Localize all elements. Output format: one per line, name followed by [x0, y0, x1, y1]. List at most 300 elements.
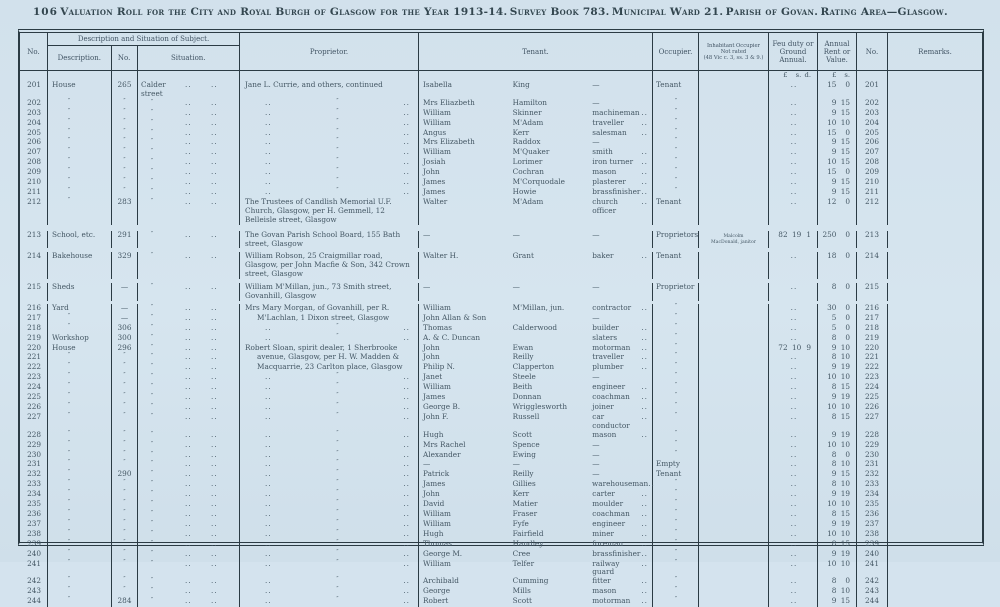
- cell-inhabitant-occupier: [699, 520, 769, 530]
- cell-description: ″: [48, 393, 112, 403]
- cell-situation-no: —: [112, 283, 138, 301]
- cell-situation-no: ″: [112, 119, 138, 129]
- cell-occupier: ″: [653, 344, 699, 354]
- cell-description: Sheds: [48, 283, 112, 301]
- cell-feu-duty: ..: [769, 431, 818, 441]
- table-row: [20, 363, 982, 373]
- cell-feu-duty: ..: [769, 460, 818, 470]
- cell-situation: ″ .. ..: [138, 441, 240, 451]
- cell-remarks: [888, 540, 982, 550]
- cell-no: 224: [20, 383, 48, 393]
- cell-situation-no: ″: [112, 363, 138, 373]
- page-header: [33, 6, 948, 18]
- cell-situation: ″ .. ..: [138, 393, 240, 403]
- cell-remarks: [888, 530, 982, 540]
- cell-proprietor: .. ″ ..: [240, 470, 419, 480]
- table-row: [20, 158, 982, 168]
- cell-annual-rent: 10 15: [818, 158, 857, 168]
- cell-occupier: ″: [653, 510, 699, 520]
- cell-no-right: 219: [857, 334, 888, 344]
- cell-situation: ″ .. ..: [138, 168, 240, 178]
- cell-feu-duty: ..: [769, 520, 818, 530]
- cell-annual-rent: 9 19: [818, 393, 857, 403]
- cell-proprietor: The Trustees of Candlish Memorial U.F. Church, Glasgow, per H. Gemmell, 12 Belleisle street, Glasgow: [240, 198, 419, 225]
- table-row: [20, 283, 982, 301]
- cell-situation: ″ .. ..: [138, 314, 240, 324]
- col-header-group-label: Description and Situation of Subject.: [48, 33, 239, 46]
- table-row: [20, 198, 982, 225]
- cell-description: ″: [48, 560, 112, 578]
- cell-remarks: [888, 480, 982, 490]
- cell-no: 209: [20, 168, 48, 178]
- cell-description: ″: [48, 490, 112, 500]
- cell-no: 219: [20, 334, 48, 344]
- cell-description: ″: [48, 99, 112, 109]
- cell-inhabitant-occupier: [699, 314, 769, 324]
- cell-inhabitant-occupier: Malcolm MacDonald, janitor: [699, 231, 769, 249]
- cell-situation: ″ .. ..: [138, 283, 240, 301]
- col-header-proprietor: Proprietor.: [240, 33, 419, 70]
- title-survey-book: Survey Book 783.: [509, 6, 610, 18]
- cell-situation-no: ″: [112, 520, 138, 530]
- cell-situation: ″ .. ..: [138, 344, 240, 354]
- cell-proprietor: Jane L. Currie, and others, continued: [240, 81, 419, 99]
- cell-situation-no: 283: [112, 198, 138, 225]
- cell-proprietor: .. ″ ..: [240, 119, 419, 129]
- cell-no: 227: [20, 413, 48, 431]
- cell-proprietor: M'Lachlan, 1 Dixon street, Glasgow: [240, 314, 419, 324]
- table-row: [20, 344, 982, 354]
- money-header-feu: £ s. d.: [769, 71, 818, 81]
- cell-situation: ″ .. ..: [138, 460, 240, 470]
- cell-occupier: ″: [653, 304, 699, 314]
- cell-remarks: [888, 344, 982, 354]
- cell-no: 218: [20, 324, 48, 334]
- cell-no-right: 207: [857, 148, 888, 158]
- cell-no: 230: [20, 451, 48, 461]
- cell-feu-duty: ..: [769, 81, 818, 99]
- cell-occupier: Tenant: [653, 252, 699, 279]
- cell-no-right: 235: [857, 500, 888, 510]
- cell-inhabitant-occupier: [699, 334, 769, 344]
- cell-remarks: [888, 520, 982, 530]
- cell-remarks: [888, 587, 982, 597]
- table-row: [20, 530, 982, 540]
- cell-feu-duty: ..: [769, 550, 818, 560]
- cell-no-right: 243: [857, 587, 888, 597]
- cell-situation-no: ″: [112, 460, 138, 470]
- cell-occupier: ″: [653, 597, 699, 607]
- cell-annual-rent: 9 15: [818, 178, 857, 188]
- table-row: [20, 99, 982, 109]
- cell-situation-no: ″: [112, 129, 138, 139]
- cell-situation: ″ .. ..: [138, 597, 240, 607]
- cell-proprietor: .. ″ ..: [240, 383, 419, 393]
- cell-inhabitant-occupier: [699, 344, 769, 354]
- cell-proprietor: .. ″ ..: [240, 168, 419, 178]
- cell-tenant: John Reilly traveller ..: [419, 353, 653, 363]
- cell-no: 201: [20, 81, 48, 99]
- cell-description: ″: [48, 129, 112, 139]
- cell-no: 234: [20, 490, 48, 500]
- cell-tenant: — — —: [419, 460, 653, 470]
- cell-proprietor: .. ″ ..: [240, 460, 419, 470]
- cell-situation: ″ .. ..: [138, 178, 240, 188]
- cell-occupier: ″: [653, 480, 699, 490]
- cell-situation: ″ .. ..: [138, 470, 240, 480]
- table-row: [20, 81, 982, 99]
- cell-tenant: James Gillies warehouseman ..: [419, 480, 653, 490]
- col-header-no-right: No.: [857, 33, 888, 70]
- cell-description: House: [48, 344, 112, 354]
- cell-remarks: [888, 550, 982, 560]
- cell-no-right: 227: [857, 413, 888, 431]
- cell-annual-rent: 10 10: [818, 373, 857, 383]
- cell-annual-rent: 12 0: [818, 198, 857, 225]
- cell-situation: ″ .. ..: [138, 119, 240, 129]
- cell-situation: ″ .. ..: [138, 383, 240, 393]
- cell-annual-rent: 9 15: [818, 470, 857, 480]
- cell-remarks: [888, 188, 982, 198]
- cell-description: ″: [48, 441, 112, 451]
- cell-description: ″: [48, 138, 112, 148]
- cell-inhabitant-occupier: [699, 363, 769, 373]
- cell-description: ″: [48, 314, 112, 324]
- cell-annual-rent: 250 0: [818, 231, 857, 249]
- cell-feu-duty: ..: [769, 470, 818, 480]
- cell-tenant: William Skinner machineman ..: [419, 109, 653, 119]
- cell-feu-duty: ..: [769, 252, 818, 279]
- cell-tenant: John F. Russell car conductor ..: [419, 413, 653, 431]
- cell-tenant: Isabella King —: [419, 81, 653, 99]
- cell-no-right: 242: [857, 577, 888, 587]
- cell-annual-rent: 8 0: [818, 283, 857, 301]
- cell-situation: ″ .. ..: [138, 129, 240, 139]
- cell-proprietor: .. ″ ..: [240, 158, 419, 168]
- cell-situation-no: ″: [112, 138, 138, 148]
- cell-inhabitant-occupier: [699, 431, 769, 441]
- cell-annual-rent: 9 15: [818, 597, 857, 607]
- cell-tenant: George M. Cree brassfinisher ..: [419, 550, 653, 560]
- cell-inhabitant-occupier: [699, 577, 769, 587]
- cell-description: ″: [48, 597, 112, 607]
- table-row: [20, 148, 982, 158]
- cell-situation-no: ″: [112, 500, 138, 510]
- cell-inhabitant-occupier: [699, 158, 769, 168]
- cell-annual-rent: 9 15: [818, 138, 857, 148]
- cell-situation-no: ″: [112, 393, 138, 403]
- cell-tenant: William M'Millan, jun. contractor ..: [419, 304, 653, 314]
- table-row: [20, 540, 982, 550]
- title-ward: Municipal Ward 21.: [611, 6, 724, 18]
- cell-remarks: [888, 597, 982, 607]
- cell-remarks: [888, 138, 982, 148]
- cell-no-right: 209: [857, 168, 888, 178]
- cell-feu-duty: ..: [769, 441, 818, 451]
- cell-no-right: 211: [857, 188, 888, 198]
- cell-no: 214: [20, 252, 48, 279]
- cell-proprietor: Robert Sloan, spirit dealer, 1 Sherbrooke: [240, 344, 419, 354]
- cell-proprietor: .. ″ ..: [240, 178, 419, 188]
- table-row: [20, 510, 982, 520]
- cell-situation-no: ″: [112, 431, 138, 441]
- cell-situation: ″ .. ..: [138, 373, 240, 383]
- cell-inhabitant-occupier: [699, 500, 769, 510]
- cell-proprietor: .. ″ ..: [240, 577, 419, 587]
- table-row: [20, 490, 982, 500]
- cell-tenant: William Fraser coachman ..: [419, 510, 653, 520]
- cell-description: ″: [48, 178, 112, 188]
- cell-no-right: 221: [857, 353, 888, 363]
- cell-description: ″: [48, 460, 112, 470]
- cell-description: ″: [48, 168, 112, 178]
- cell-proprietor: .. ″ ..: [240, 109, 419, 119]
- cell-feu-duty: ..: [769, 363, 818, 373]
- cell-tenant: Janet Steele —: [419, 373, 653, 383]
- cell-inhabitant-occupier: [699, 373, 769, 383]
- cell-inhabitant-occupier: [699, 119, 769, 129]
- cell-inhabitant-occupier: [699, 490, 769, 500]
- cell-feu-duty: ..: [769, 119, 818, 129]
- cell-annual-rent: 8 15: [818, 510, 857, 520]
- cell-situation: ″ .. ..: [138, 490, 240, 500]
- cell-situation: ″ .. ..: [138, 431, 240, 441]
- cell-remarks: [888, 403, 982, 413]
- cell-situation-no: ″: [112, 353, 138, 363]
- cell-situation-no: ″: [112, 403, 138, 413]
- cell-description: ″: [48, 520, 112, 530]
- cell-annual-rent: 8 10: [818, 353, 857, 363]
- cell-occupier: Tenant: [653, 81, 699, 99]
- cell-annual-rent: 10 10: [818, 500, 857, 510]
- cell-remarks: [888, 560, 982, 578]
- cell-remarks: [888, 577, 982, 587]
- cell-annual-rent: 10 10: [818, 441, 857, 451]
- cell-no-right: 241: [857, 560, 888, 578]
- cell-no: 229: [20, 441, 48, 451]
- cell-no: 235: [20, 500, 48, 510]
- cell-description: ″: [48, 500, 112, 510]
- cell-annual-rent: 8 0: [818, 451, 857, 461]
- cell-remarks: [888, 470, 982, 480]
- cell-no: 243: [20, 587, 48, 597]
- table-row: [20, 587, 982, 597]
- cell-tenant: Hugh Fairfield miner ..: [419, 530, 653, 540]
- cell-occupier: ″: [653, 109, 699, 119]
- cell-description: ″: [48, 431, 112, 441]
- cell-annual-rent: 8 15: [818, 540, 857, 550]
- cell-no: 211: [20, 188, 48, 198]
- cell-no: 205: [20, 129, 48, 139]
- cell-no-right: 224: [857, 383, 888, 393]
- cell-remarks: [888, 109, 982, 119]
- cell-no-right: 214: [857, 252, 888, 279]
- cell-remarks: [888, 198, 982, 225]
- cell-tenant: John Kerr carter ..: [419, 490, 653, 500]
- cell-no-right: 213: [857, 231, 888, 249]
- cell-no-right: 225: [857, 393, 888, 403]
- cell-occupier: ″: [653, 373, 699, 383]
- cell-no-right: 212: [857, 198, 888, 225]
- col-header-feu-duty: Feu duty or Ground Annual.: [769, 33, 818, 70]
- cell-tenant: Josiah Lorimer iron turner ..: [419, 158, 653, 168]
- cell-inhabitant-occupier: [699, 383, 769, 393]
- cell-feu-duty: ..: [769, 304, 818, 314]
- cell-feu-duty: ..: [769, 324, 818, 334]
- cell-no-right: 216: [857, 304, 888, 314]
- cell-remarks: [888, 510, 982, 520]
- cell-no: 240: [20, 550, 48, 560]
- cell-situation: ″ .. ..: [138, 560, 240, 578]
- cell-inhabitant-occupier: [699, 353, 769, 363]
- cell-tenant: John Allan & Son —: [419, 314, 653, 324]
- cell-feu-duty: ..: [769, 353, 818, 363]
- cell-occupier: ″: [653, 168, 699, 178]
- cell-occupier: ″: [653, 451, 699, 461]
- cell-occupier: ″: [653, 314, 699, 324]
- cell-no-right: 228: [857, 431, 888, 441]
- cell-description: ″: [48, 530, 112, 540]
- cell-feu-duty: 82 19 1: [769, 231, 818, 249]
- cell-no-right: 229: [857, 441, 888, 451]
- cell-proprietor: .. ″ ..: [240, 530, 419, 540]
- cell-occupier: Proprietors: [653, 231, 699, 249]
- cell-remarks: [888, 451, 982, 461]
- cell-proprietor: .. ″ ..: [240, 148, 419, 158]
- cell-no-right: 236: [857, 510, 888, 520]
- cell-proprietor: .. ″ ..: [240, 550, 419, 560]
- cell-annual-rent: 5 0: [818, 324, 857, 334]
- cell-no-right: 222: [857, 363, 888, 373]
- cell-feu-duty: ..: [769, 540, 818, 550]
- cell-situation: ″ .. ..: [138, 540, 240, 550]
- cell-situation: ″ .. ..: [138, 188, 240, 198]
- cell-feu-duty: ..: [769, 587, 818, 597]
- col-header-description-group: [48, 33, 240, 70]
- cell-description: ″: [48, 587, 112, 597]
- cell-situation-no: ″: [112, 480, 138, 490]
- col-header-annual-rent: Annual Rent or Value.: [818, 33, 857, 70]
- cell-description: School, etc.: [48, 231, 112, 249]
- cell-no-right: 218: [857, 324, 888, 334]
- cell-remarks: [888, 324, 982, 334]
- cell-situation-no: 300: [112, 334, 138, 344]
- table-row: [20, 520, 982, 530]
- cell-occupier: ″: [653, 363, 699, 373]
- cell-remarks: [888, 353, 982, 363]
- cell-no: 213: [20, 231, 48, 249]
- cell-description: ″: [48, 198, 112, 225]
- cell-tenant: James M'Corquodale plasterer ..: [419, 178, 653, 188]
- cell-no-right: 215: [857, 283, 888, 301]
- cell-situation: ″ .. ..: [138, 530, 240, 540]
- title-main: Valuation Roll for the City and Royal Burgh of Glasgow for the Year 1913-14.: [60, 6, 508, 18]
- table-row: [20, 304, 982, 314]
- cell-description: House: [48, 81, 112, 99]
- cell-proprietor: .. ″ ..: [240, 138, 419, 148]
- cell-no-right: 204: [857, 119, 888, 129]
- cell-feu-duty: ..: [769, 138, 818, 148]
- cell-inhabitant-occupier: [699, 587, 769, 597]
- cell-annual-rent: 9 19: [818, 520, 857, 530]
- cell-no-right: 231: [857, 460, 888, 470]
- cell-no: 239: [20, 540, 48, 550]
- cell-no-right: 240: [857, 550, 888, 560]
- cell-remarks: [888, 129, 982, 139]
- cell-occupier: ″: [653, 520, 699, 530]
- cell-no-right: 238: [857, 530, 888, 540]
- cell-situation: ″ .. ..: [138, 304, 240, 314]
- cell-situation-no: ″: [112, 441, 138, 451]
- cell-annual-rent: 9 15: [818, 148, 857, 158]
- cell-tenant: John Ewan motorman ..: [419, 344, 653, 354]
- cell-description: Bakehouse: [48, 252, 112, 279]
- cell-remarks: [888, 168, 982, 178]
- cell-situation-no: ″: [112, 530, 138, 540]
- cell-occupier: ″: [653, 403, 699, 413]
- cell-inhabitant-occupier: [699, 188, 769, 198]
- cell-feu-duty: ..: [769, 480, 818, 490]
- cell-no-right: 237: [857, 520, 888, 530]
- cell-tenant: Walter H. Grant baker ..: [419, 252, 653, 279]
- cell-remarks: [888, 148, 982, 158]
- cell-feu-duty: ..: [769, 283, 818, 301]
- cell-description: ″: [48, 480, 112, 490]
- cell-description: ″: [48, 550, 112, 560]
- cell-no-right: 223: [857, 373, 888, 383]
- cell-situation-no: ″: [112, 577, 138, 587]
- cell-occupier: Tenant: [653, 198, 699, 225]
- page-number: 106: [33, 6, 58, 18]
- cell-no: 226: [20, 403, 48, 413]
- cell-occupier: ″: [653, 119, 699, 129]
- cell-description: ″: [48, 403, 112, 413]
- table-row: [20, 138, 982, 148]
- cell-inhabitant-occupier: [699, 470, 769, 480]
- cell-proprietor: .. ″ ..: [240, 597, 419, 607]
- cell-remarks: [888, 373, 982, 383]
- cell-annual-rent: 8 10: [818, 480, 857, 490]
- cell-occupier: ″: [653, 178, 699, 188]
- cell-tenant: William M'Adam traveller ..: [419, 119, 653, 129]
- cell-feu-duty: ..: [769, 393, 818, 403]
- cell-inhabitant-occupier: [699, 560, 769, 578]
- cell-feu-duty: ..: [769, 158, 818, 168]
- cell-annual-rent: 10 10: [818, 403, 857, 413]
- cell-inhabitant-occupier: [699, 109, 769, 119]
- cell-no-right: 217: [857, 314, 888, 324]
- cell-inhabitant-occupier: [699, 540, 769, 550]
- table-row: [20, 560, 982, 578]
- cell-feu-duty: ..: [769, 148, 818, 158]
- cell-feu-duty: 72 10 9: [769, 344, 818, 354]
- cell-occupier: ″: [653, 550, 699, 560]
- cell-tenant: James Howie brassfinisher ..: [419, 188, 653, 198]
- cell-tenant: John Cochran mason ..: [419, 168, 653, 178]
- cell-annual-rent: 15 0: [818, 129, 857, 139]
- cell-tenant: David Matier moulder ..: [419, 500, 653, 510]
- cell-no: 242: [20, 577, 48, 587]
- cell-feu-duty: ..: [769, 413, 818, 431]
- cell-no-right: 232: [857, 470, 888, 480]
- cell-no: 225: [20, 393, 48, 403]
- cell-feu-duty: ..: [769, 178, 818, 188]
- cell-occupier: ″: [653, 441, 699, 451]
- cell-no: 241: [20, 560, 48, 578]
- cell-no-right: 239: [857, 540, 888, 550]
- cell-situation: ″ .. ..: [138, 550, 240, 560]
- cell-occupier: ″: [653, 490, 699, 500]
